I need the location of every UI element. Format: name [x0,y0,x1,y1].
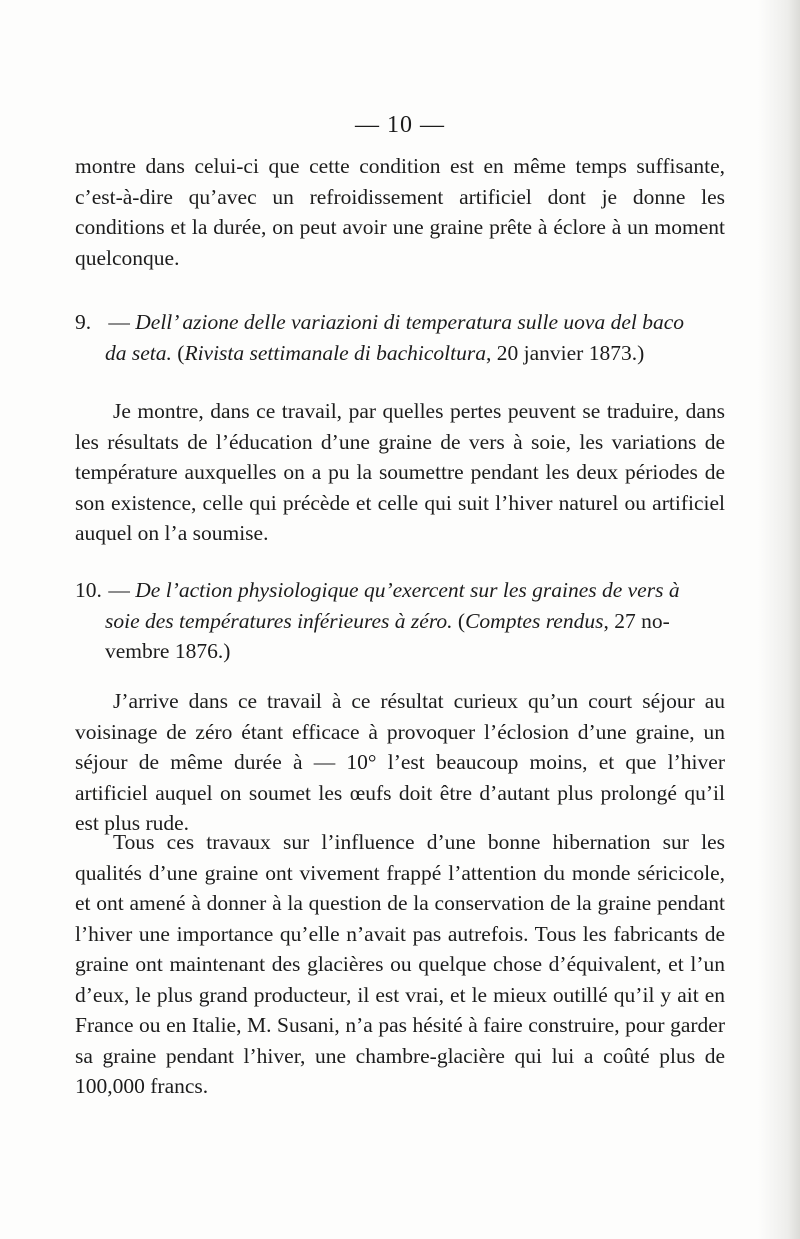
reference-date: , 27 no- [603,608,670,633]
reference-date: , 20 janvier 1873.) [486,340,645,365]
paragraph-body: Tous ces travaux sur l’influence d’une bonne hibernation sur les qualités d’une graine ont vivement frappé l’attention du monde séricicole, et ont amené à donner à la question de la conservation de la graine pendant l’hiver une importance qu’elle n’avait pas autrefois. Tous les fabricants de graine ont maintenant des glacières ou quelque chose d’équivalent, et l’un d’eux, le plus grand producteur, il est vrai, et le mieux outillé qu’il y ait en France ou en Italie, M. Susani, n’a pas hésité à faire construire, pour garder sa graine pendant l’hiver, une chambre-glacière qui lui a coûté plus de 100,000 francs. [75,830,725,1098]
reference-number: 10. [75,578,102,602]
reference-continuation [75,606,725,637]
reference-item-9 [75,307,725,368]
reference-paren: ( [457,608,466,633]
page-edge-shadow [758,0,800,1239]
paragraph-body: Je montre, dans ce travail, par quelles pertes peuvent se traduire, dans les résultats de l’éducation d’une graine de vers à soie, les variations de température auxquelles on a pu la soumettre pendant les deux périodes de son existence, celle qui précède et celle qui suit l’hiver naturel ou artificiel auquel on l’a soumise. [75,399,725,545]
reference-title: Dell’ azione delle variazioni di temperatura sulle uova del baco [135,310,685,334]
reference-paren: ( [177,340,185,365]
reference-journal: Comptes rendus [465,608,604,633]
reference-title-end: soie des températures inférieures à zéro. [105,608,453,633]
reference-title-end: da seta. [105,340,172,365]
reference-continuation [75,338,725,369]
reference-journal: Rivista settimanale di bachicoltura [184,340,486,365]
reference-number: 9. [75,310,92,334]
reference-dash: — [108,578,130,602]
reference-dash: — [108,310,130,334]
page-number: — 10 — [355,112,445,138]
reference-continuation-2: vembre 1876.) [105,639,231,663]
reference-title: De l’action physiologique qu’exercent sur les graines de vers à [135,578,680,602]
paragraph-continuation: montre dans celui-ci que cette condition est en même temps suffisante, c’est-à-dire qu’avec un refroidissement artificiel dont je donne les conditions et la durée, on peut avoir une graine prête à éclore à un moment quelconque. [75,154,725,270]
paragraph-body: J’arrive dans ce travail à ce résultat curieux qu’un court séjour au voisinage de zéro étant efficace à provoquer l’éclosion d’une graine, un séjour de même durée à — 10° l’est beaucoup moins, et que l’hiver artificiel auquel on soumet les œufs doit être d’autant plus prolongé qu’il est plus rude. [75,689,725,835]
reference-item-10 [75,575,725,667]
